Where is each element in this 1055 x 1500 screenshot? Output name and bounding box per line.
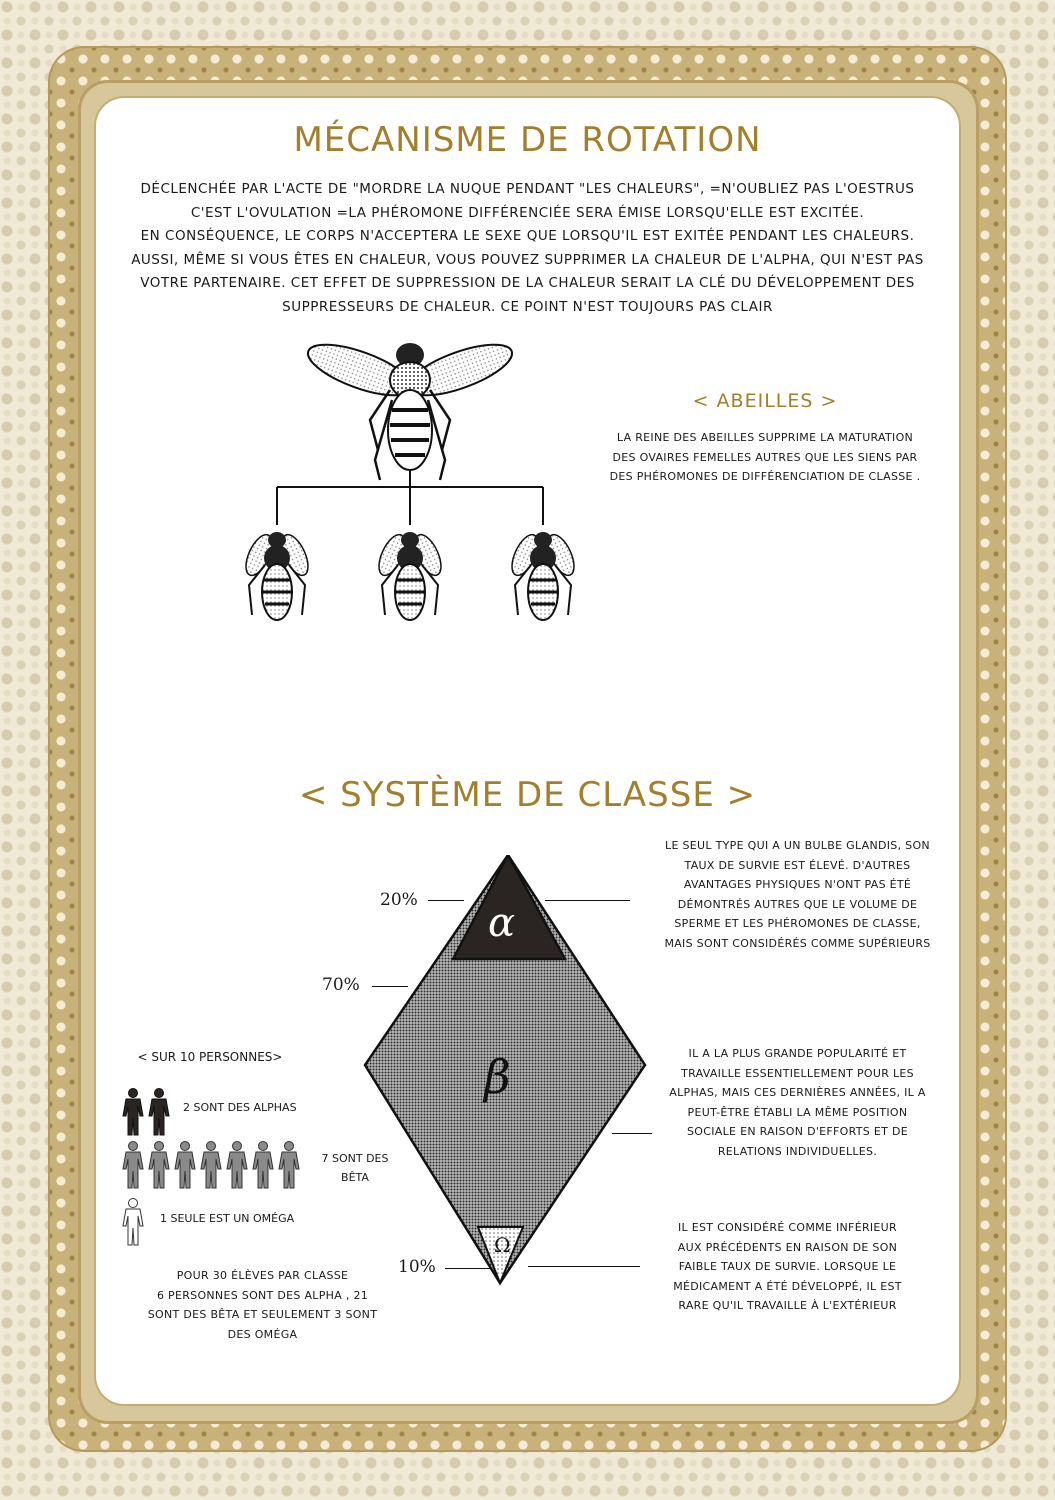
omega-note-line: FAIBLE TAUX DE SURVIE. LORSQUE LE bbox=[678, 1260, 897, 1273]
class-note-line: POUR 30 ÉLÈVES PAR CLASSE bbox=[176, 1269, 349, 1282]
beta-note bbox=[650, 1044, 945, 1161]
pct-10: 10% bbox=[398, 1257, 436, 1277]
leader-line bbox=[428, 900, 464, 901]
person-icon bbox=[148, 1141, 170, 1189]
person-icon bbox=[174, 1141, 196, 1189]
bees-note-line: DES PHÉROMONES DE DIFFÉRENCIATION DE CLASSE . bbox=[609, 470, 921, 483]
alpha-note bbox=[645, 836, 950, 953]
intro-line: EN CONSÉQUENCE, LE CORPS N'ACCEPTERA LE SEXE QUE LORSQU'IL EST EXITÉE PENDANT LES CHALEURS. bbox=[140, 228, 915, 244]
beta-people-row bbox=[122, 1141, 300, 1189]
alpha-note-line: SPERME ET LES PHÉROMONES DE CLASSE, bbox=[674, 917, 921, 930]
omega-note-line: MÉDICAMENT A ÉTÉ DÉVELOPPÉ, IL EST bbox=[673, 1279, 902, 1293]
worker-bee-icon bbox=[374, 531, 447, 620]
class-note-line: 6 PERSONNES SONT DES ALPHA , 21 bbox=[156, 1288, 369, 1302]
intro-line: SUPPRESSEURS DE CHALEUR. CE POINT N'EST TOUJOURS PAS CLAIR bbox=[282, 298, 773, 315]
person-icon bbox=[122, 1198, 144, 1246]
beta-note-line: SOCIALE EN RAISON D'EFFORTS ET DE bbox=[687, 1125, 908, 1138]
leader-line bbox=[545, 900, 630, 901]
person-icon bbox=[252, 1141, 274, 1189]
omega-note-line: RARE QU'IL TRAVAILLE À L'EXTÉRIEUR bbox=[678, 1299, 897, 1312]
bee-hierarchy-illustration bbox=[240, 330, 600, 640]
class-note-line: DES OMÉGA bbox=[227, 1327, 298, 1341]
intro-line: AUSSI, MÊME SI VOUS ÊTES EN CHALEUR, VOUS POUVEZ SUPPRIMER LA CHALEUR DE L'ALPHA, QUI N'EST PAS bbox=[131, 251, 924, 268]
betas-count-label bbox=[318, 1149, 392, 1187]
person-icon bbox=[122, 1141, 144, 1189]
betas-label-line: BÊTA bbox=[341, 1171, 369, 1184]
omega-note-line: IL EST CONSIDÉRÉ COMME INFÉRIEUR bbox=[678, 1221, 897, 1234]
person-icon bbox=[200, 1141, 222, 1189]
hierarchy-lines bbox=[277, 470, 543, 525]
bees-note-line: DES OVAIRES FEMELLES AUTRES QUE LES SIENS PAR bbox=[612, 450, 918, 464]
section-title-rotation: MÉCANISME DE ROTATION bbox=[293, 120, 762, 160]
alpha-people-row bbox=[122, 1088, 170, 1136]
omega-note bbox=[645, 1218, 930, 1316]
class-note bbox=[110, 1266, 415, 1344]
person-icon bbox=[148, 1088, 170, 1136]
alpha-note-line: MAIS SONT CONSIDÉRÉS COMME SUPÉRIEURS bbox=[664, 936, 931, 950]
bees-heading: < ABEILLES > bbox=[692, 390, 838, 412]
alpha-symbol: α bbox=[488, 900, 516, 946]
person-icon bbox=[226, 1141, 248, 1189]
pct-20: 20% bbox=[380, 890, 418, 910]
beta-note-line: ALPHAS, MAIS CES DERNIÈRES ANNÉES, IL A bbox=[669, 1086, 926, 1099]
leader-line bbox=[445, 1268, 490, 1269]
alpha-note-line: TAUX DE SURVIE EST ÉLEVÉ. D'AUTRES bbox=[684, 858, 911, 872]
person-icon bbox=[278, 1141, 300, 1189]
beta-note-line: TRAVAILLE ESSENTIELLEMENT POUR LES bbox=[681, 1066, 914, 1080]
worker-bee-icon bbox=[507, 531, 580, 620]
people-heading: < SUR 10 PERSONNES> bbox=[137, 1050, 283, 1064]
omega-count-label: 1 SEULE EST UN OMÉGA bbox=[160, 1212, 295, 1225]
leader-line bbox=[612, 1133, 652, 1134]
alphas-count-label: 2 SONT DES ALPHAS bbox=[183, 1101, 297, 1114]
omega-people-row bbox=[122, 1198, 144, 1246]
beta-symbol: β bbox=[484, 1050, 511, 1104]
queen-bee-icon bbox=[302, 334, 518, 480]
class-note-line: SONT DES BÊTA ET SEULEMENT 3 SONT bbox=[147, 1308, 378, 1321]
alpha-note-line: AVANTAGES PHYSIQUES N'ONT PAS ÉTÉ bbox=[683, 878, 912, 891]
leader-line bbox=[372, 986, 408, 987]
intro-text bbox=[110, 178, 945, 319]
bees-note-line: LA REINE DES ABEILLES SUPPRIME LA MATURATION bbox=[616, 431, 914, 444]
intro-line: DÉCLENCHÉE PAR L'ACTE DE "MORDRE LA NUQUE PENDANT "LES CHALEURS", =N'OUBLIEZ PAS L'OESTRUS bbox=[140, 181, 915, 197]
beta-note-line: IL A LA PLUS GRANDE POPULARITÉ ET bbox=[688, 1047, 907, 1060]
alpha-note-line: DÉMONTRÉS AUTRES QUE LE VOLUME DE bbox=[677, 897, 918, 911]
leader-line bbox=[528, 1266, 640, 1267]
beta-note-line: PEUT-ÊTRE ÉTABLI LA MÊME POSITION bbox=[687, 1105, 908, 1119]
omega-symbol: Ω bbox=[494, 1233, 511, 1257]
bees-note bbox=[580, 428, 950, 487]
section-title-class-system: < SYSTÈME DE CLASSE > bbox=[298, 775, 757, 815]
alpha-note-line: LE SEUL TYPE QUI A UN BULBE GLANDIS, SON bbox=[665, 839, 930, 852]
pct-70: 70% bbox=[322, 975, 360, 995]
person-icon bbox=[122, 1088, 144, 1136]
worker-bee-icon bbox=[241, 531, 314, 620]
betas-label-line: 7 SONT DES bbox=[321, 1152, 389, 1165]
intro-line: C'EST L'OVULATION =LA PHÉROMONE DIFFÉRENCIÉE SERA ÉMISE LORSQU'ELLE EST EXCITÉE. bbox=[190, 204, 865, 221]
intro-line: VOTRE PARTENAIRE. CET EFFET DE SUPPRESSION DE LA CHALEUR SERAIT LA CLÉ DU DÉVELOPPEMENT DES bbox=[140, 275, 915, 291]
beta-note-line: RELATIONS INDIVIDUELLES. bbox=[717, 1144, 878, 1158]
omega-note-line: AUX PRÉCÉDENTS EN RAISON DE SON bbox=[677, 1240, 898, 1254]
